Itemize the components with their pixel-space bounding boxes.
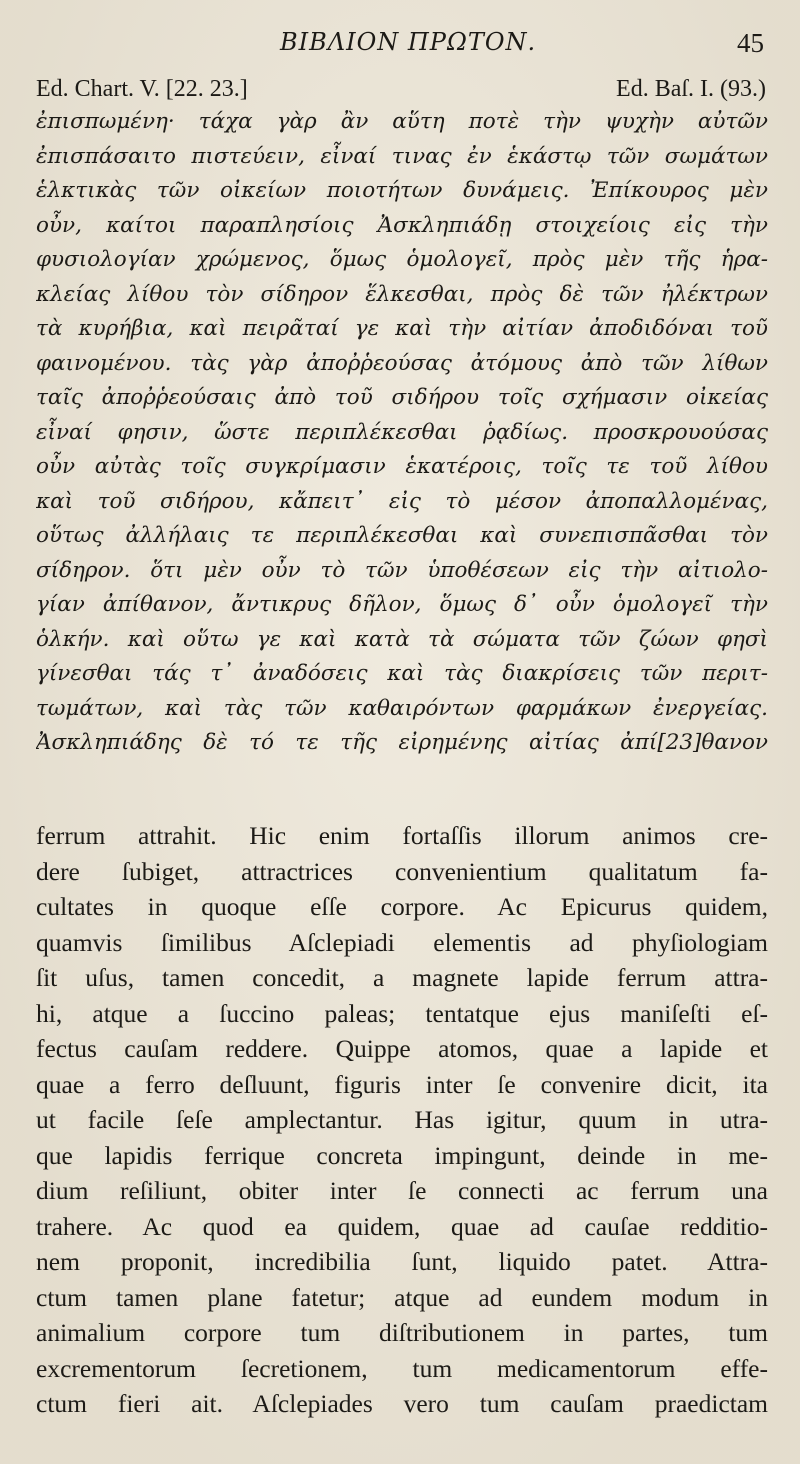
- greek-line: οὕτως ἀλλήλαις τε περιπλέκεσθαι καὶ συνεπισπᾶσθαι τὸν: [36, 523, 768, 548]
- latin-line: hi, atque a ſuccino paleas; tentatque ejus maniſeſti eſ-: [36, 998, 768, 1028]
- greek-line: οὖν αὐτὰς τοῖς συγκρίμασιν ἑκατέροις, τοῖς τε τοῦ λίθου: [36, 454, 768, 479]
- greek-line: κλείας λίθου τὸν σίδηρον ἕλκεσθαι, πρὸς δὲ τῶν ἠλέκτρων: [36, 281, 768, 307]
- latin-line: quae a ferro deſluunt, figuris inter ſe convenire dicit, ita: [36, 1069, 768, 1099]
- latin-line: dium reſiliunt, obiter inter ſe connecti ac ferrum una: [36, 1176, 768, 1205]
- greek-line: ὁλκήν. καὶ οὕτω γε καὶ κατὰ τὰ σώματα τῶν ζώων φησὶ: [36, 626, 768, 652]
- page-number: 45: [737, 28, 764, 58]
- greek-line: σίδηρον. ὅτι μὲν οὖν τὸ τῶν ὑποθέσεων εἰς τὴν αἰτιολο-: [36, 557, 768, 583]
- latin-line: nem proponit, incredibilia ſunt, liquido patet. Attra-: [36, 1247, 768, 1276]
- latin-line: ſit uſus, tamen concedit, a magnete lapide ferrum attra-: [36, 963, 768, 992]
- latin-line: cultates in quoque eſſe corpore. Ac Epicurus quidem,: [36, 892, 768, 921]
- greek-line: ἐπισπάσαιτο πιστεύειν, εἶναί τινας ἐν ἑκάστῳ τῶν σωμάτων: [36, 143, 768, 169]
- latin-line: quamvis ſimilibus Aſclepiadi elementis ad phyſiologiam: [36, 927, 768, 957]
- latin-line: dere ſubiget, attractrices convenientium qualitatum fa-: [36, 856, 768, 886]
- edition-chartier-reference: Ed. Chart. V. [22. 23.]: [36, 76, 248, 102]
- greek-line: τωμάτων, καὶ τὰς τῶν καθαιρόντων φαρμάκων ἐνεργείας.: [36, 695, 768, 721]
- greek-line: φυσιολογίαν χρώμενος, ὅμως ὁμολογεῖ, πρὸς μὲν τῆς ἡρα-: [36, 247, 768, 272]
- latin-text-block: [36, 818, 768, 1422]
- latin-line: trahere. Ac quod ea quidem, quae ad cauſae redditio-: [36, 1211, 768, 1241]
- greek-text-block: [36, 105, 768, 761]
- running-title: BIBΛΙΟΝ ΠΡΩΤΟΝ.: [280, 28, 537, 56]
- running-head: [0, 28, 800, 64]
- greek-line: φαινομένου. τὰς γὰρ ἀποῤῥεούσας ἀτόμους ἀπὸ τῶν λίθων: [36, 350, 768, 376]
- greek-line: Ἀσκληπιάδης δὲ τό τε τῆς εἰρημένης αἰτίας ἀπί[23]θανον: [36, 730, 768, 755]
- latin-line: ctum tamen plane fatetur; atque ad eundem modum in: [36, 1282, 768, 1312]
- greek-line: καὶ τοῦ σιδήρου, κἄπειτ᾽ εἰς τὸ μέσον ἀποπαλλομένας,: [36, 488, 768, 514]
- greek-line: ταῖς ἀποῤῥεούσαις ἀπὸ τοῦ σιδήρου τοῖς σχήμασιν οἰκείας: [36, 385, 768, 410]
- edition-basel-reference: Ed. Baſ. I. (93.): [616, 76, 766, 102]
- greek-line: οὖν, καίτοι παραπλησίοις Ἀσκληπιάδῃ στοιχείοις εἰς τὴν: [36, 212, 768, 238]
- latin-line: ut facile ſeſe amplectantur. Has igitur, quum in utra-: [36, 1105, 768, 1134]
- greek-line: ἐπισπωμένη· τάχα γὰρ ἂν αὕτη ποτὲ τὴν ψυχὴν αὐτῶν: [36, 109, 768, 134]
- latin-line: animalium corpore tum diſtributionem in partes, tum: [36, 1318, 768, 1347]
- greek-line: τὰ κυρήβια, καὶ πειρᾶταί γε καὶ τὴν αἰτίαν ἀποδιδόναι τοῦ: [36, 316, 768, 341]
- latin-line: que lapidis ferrique concreta impingunt, deinde in me-: [36, 1140, 768, 1170]
- greek-line: γίνεσθαι τάς τ᾽ ἀναδόσεις καὶ τὰς διακρίσεις τῶν περιτ-: [36, 661, 768, 686]
- latin-line: ferrum attrahit. Hic enim fortaſſis illorum animos cre-: [36, 821, 768, 850]
- greek-line: εἶναί φησιν, ὥστε περιπλέκεσθαι ῥᾳδίως. προσκρουούσας: [36, 419, 768, 445]
- latin-line: excrementorum ſecretionem, tum medicamentorum effe-: [36, 1353, 768, 1383]
- latin-line: fectus cauſam reddere. Quippe atomos, quae a lapide et: [36, 1034, 768, 1063]
- greek-line: γίαν ἀπίθανον, ἄντικρυς δῆλον, ὅμως δ᾽ οὖν ὁμολογεῖ τὴν: [36, 592, 768, 617]
- edition-reference-line: [36, 76, 766, 106]
- latin-line: ctum fieri ait. Aſclepiades vero tum cauſam praedictam: [36, 1389, 768, 1418]
- greek-line: ἑλκτικὰς τῶν οἰκείων ποιοτήτων δυνάμεις. Ἐπίκουρος μὲν: [36, 178, 768, 203]
